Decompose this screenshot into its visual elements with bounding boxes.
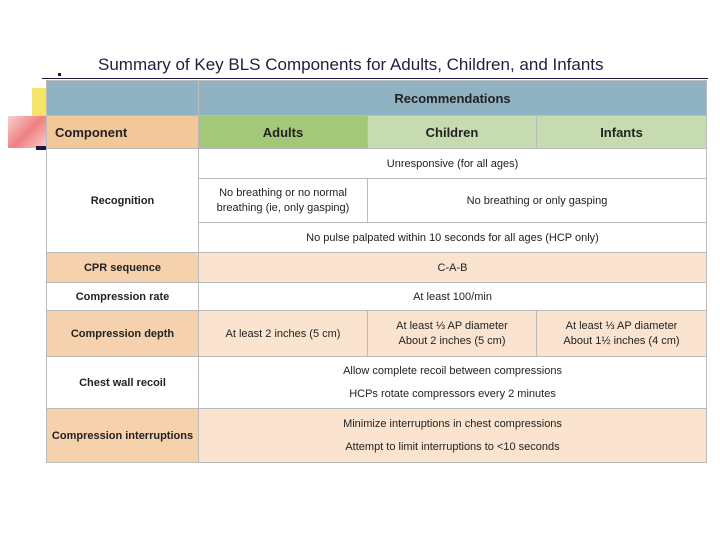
compression-rate-value: At least 100/min	[199, 283, 707, 311]
column-header-infants: Infants	[537, 116, 707, 149]
recognition-pulse: No pulse palpated within 10 seconds for all ages (HCP only)	[199, 223, 707, 253]
recognition-children-infants: No breathing or only gasping	[368, 179, 707, 223]
decorative-red-block	[8, 116, 48, 148]
compression-depth-infants-line2: About 1½ inches (4 cm)	[563, 334, 680, 347]
cpr-sequence-row	[47, 253, 707, 283]
recognition-adults	[199, 179, 368, 223]
cpr-sequence-value: C-A-B	[199, 253, 707, 283]
compression-depth-children	[368, 311, 537, 357]
compression-interruptions-gap	[203, 432, 702, 440]
column-header-children: Children	[368, 116, 537, 149]
compression-depth-row	[47, 311, 707, 357]
title-underline	[42, 78, 708, 79]
recognition-row-1	[47, 149, 707, 179]
chest-wall-recoil-line1: Allow complete recoil between compressions	[343, 364, 562, 377]
compression-interruptions-line1: Minimize interruptions in chest compressions	[343, 417, 562, 430]
bls-summary-table	[46, 80, 707, 463]
compression-interruptions-value	[199, 409, 707, 463]
slide-title: Summary of Key BLS Components for Adults, Children, and Infants	[98, 55, 604, 74]
recognition-label: Recognition	[47, 149, 199, 253]
compression-depth-infants	[537, 311, 707, 357]
compression-rate-row	[47, 283, 707, 311]
recognition-adults-line1: No breathing or no normal	[219, 186, 347, 199]
recommendations-header-row	[47, 81, 707, 116]
compression-depth-children-line1: At least ⅓ AP diameter	[396, 319, 508, 332]
recognition-adults-line2: breathing (ie, only gasping)	[216, 201, 350, 214]
compression-depth-children-line2: About 2 inches (5 cm)	[398, 334, 506, 347]
chest-wall-recoil-row	[47, 357, 707, 409]
recognition-all-ages: Unresponsive (for all ages)	[199, 149, 707, 179]
chest-wall-recoil-line2: HCPs rotate compressors every 2 minutes	[349, 387, 556, 400]
compression-depth-adults: At least 2 inches (5 cm)	[199, 311, 368, 357]
compression-rate-label: Compression rate	[47, 283, 199, 311]
title-bullet-mark	[58, 73, 61, 76]
chest-wall-recoil-value	[199, 357, 707, 409]
recommendations-header: Recommendations	[199, 81, 707, 116]
column-header-row	[47, 116, 707, 149]
recommendations-header-spacer	[47, 81, 199, 116]
column-header-adults: Adults	[199, 116, 368, 149]
compression-interruptions-label: Compression interruptions	[47, 409, 199, 463]
compression-depth-infants-line1: At least ⅓ AP diameter	[565, 319, 678, 332]
compression-interruptions-line2: Attempt to limit interruptions to <10 seconds	[345, 440, 560, 453]
compression-depth-label: Compression depth	[47, 311, 199, 357]
chest-wall-recoil-gap	[203, 379, 702, 387]
cpr-sequence-label: CPR sequence	[47, 253, 199, 283]
chest-wall-recoil-label: Chest wall recoil	[47, 357, 199, 409]
compression-interruptions-row	[47, 409, 707, 463]
column-header-component: Component	[47, 116, 199, 149]
